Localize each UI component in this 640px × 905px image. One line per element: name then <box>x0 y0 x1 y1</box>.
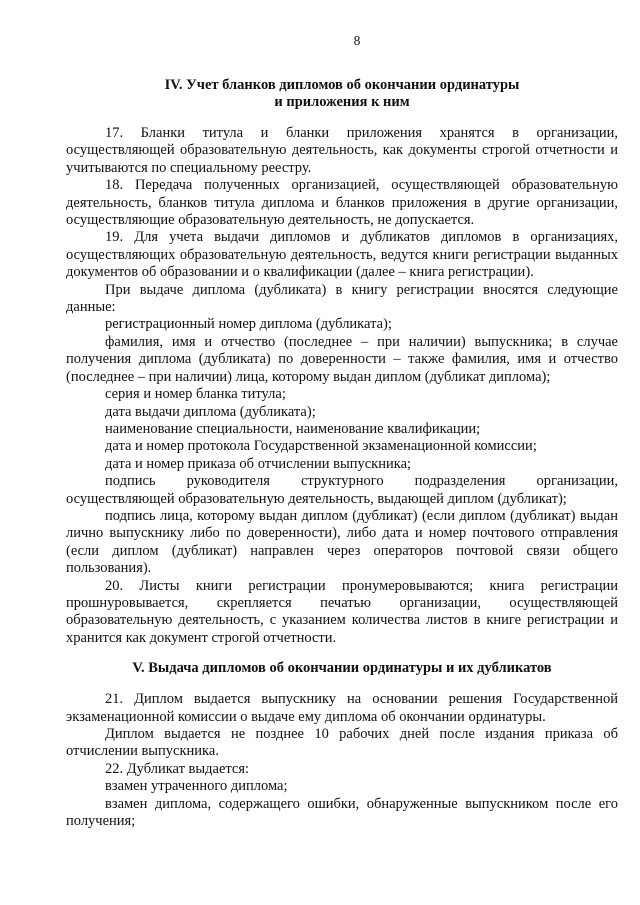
page-number: 8 <box>353 33 361 48</box>
list-item-registration-number: регистрационный номер диплома (дубликата); <box>105 316 392 333</box>
section-5-body <box>66 691 618 830</box>
paragraph-19: 19. Для учета выдачи дипломов и дубликатов дипломов в организациях, осуществляющих образовательную деятельность, ведутся книги регистрации выданных документов об образовании и о квалификации (далее – книга регистрации). <box>66 229 618 281</box>
list-item-recipient-signature: подпись лица, которому выдан диплом (дубликат) (если диплом (дубликат) выдан лично выпускнику либо по доверенности), либо дата и номер почтового отправления (если диплом (дубликат) направлен через операторов почтовой связи общего пользования). <box>66 507 618 577</box>
list-item-full-name: фамилия, имя и отчество (последнее – при наличии) выпускника; в случае получения диплома (дубликата) по доверенности – также фамилия, имя и отчество (последнее – при наличии) лица, которому выдан диплом (дубликат диплома); <box>66 333 618 385</box>
list-item-head-signature: подпись руководителя структурного подразделения организации, осуществляющей образовательную деятельность, выдающей диплом (дубликат); <box>66 473 618 507</box>
list-item-specialty: наименование специальности, наименование квалификации; <box>105 420 481 437</box>
section-4-title-line-2: и приложения к ним <box>274 94 410 110</box>
paragraph-22: 22. Дубликат выдается: <box>105 760 250 777</box>
section-4-body <box>66 125 618 647</box>
registration-data-intro: При выдаче диплома (дубликата) в книгу регистрации вносятся следующие данные: <box>66 281 618 316</box>
list-item-issue-date: дата выдачи диплома (дубликата); <box>105 403 316 420</box>
list-item-protocol: дата и номер протокола Государственной экзаменационной комиссии; <box>105 438 537 455</box>
paragraph-17: 17. Бланки титула и бланки приложения хранятся в организации, осуществляющей образовательную деятельность, как документы строгой отчетности и учитываются по специальному реестру. <box>66 125 618 176</box>
list-item-series-number: серия и номер бланка титула; <box>105 386 286 403</box>
paragraph-20: 20. Листы книги регистрации пронумеровываются; книга регистрации прошнуровывается, скрепляется печатью организации, осуществляющей образовательную деятельность, с указанием количества листов в книге регистрации и хранится как документ строгой отчетности. <box>66 577 618 646</box>
list-item-lost-diploma: взамен утраченного диплома; <box>105 778 288 795</box>
paragraph-diploma-deadline: Диплом выдается не позднее 10 рабочих дней после издания приказа об отчислении выпускника. <box>66 726 618 760</box>
list-item-expulsion-order: дата и номер приказа об отчислении выпускника; <box>105 455 412 472</box>
paragraph-21: 21. Диплом выдается выпускнику на основании решения Государственной экзаменационной комиссии о выдаче ему диплома об окончании ординатуры. <box>66 691 618 725</box>
paragraph-18: 18. Передача полученных организацией, осуществляющей образовательную деятельность, бланков титула диплома и бланков приложения в другие организации, осуществляющие образовательную деятельность, не допускается. <box>66 177 618 229</box>
section-4-heading <box>66 77 618 111</box>
section-4-title-line-1: IV. Учет бланков дипломов об окончании ординатуры <box>164 77 520 93</box>
list-item-diploma-with-errors: взамен диплома, содержащего ошибки, обнаруженные выпускником после его получения; <box>66 795 618 830</box>
section-5-title: V. Выдача дипломов об окончании ординатуры и их дубликатов <box>132 660 552 677</box>
